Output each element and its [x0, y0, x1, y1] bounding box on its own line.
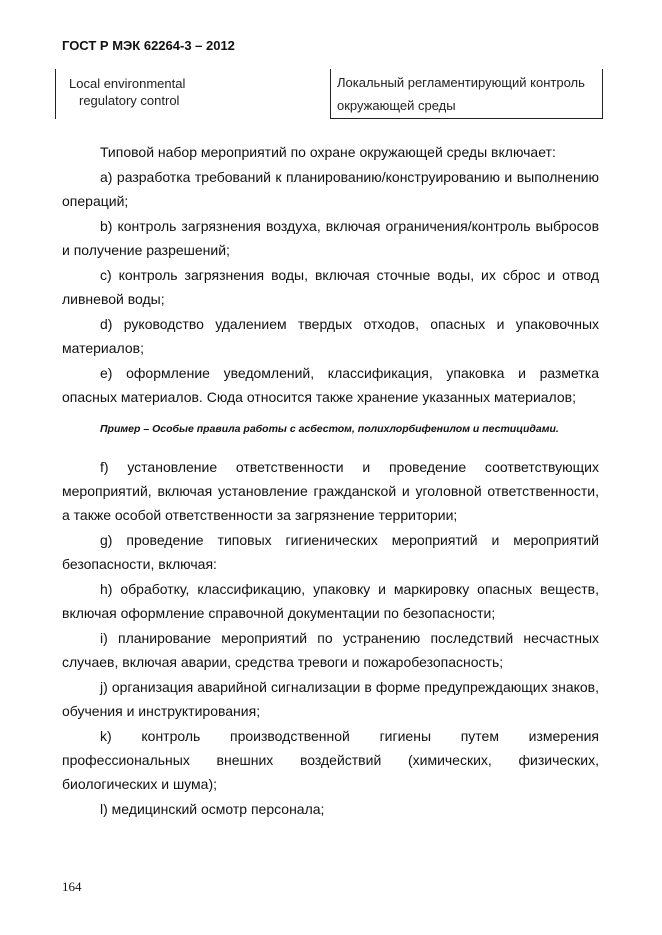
list-item-label: а) [100, 169, 113, 185]
list-item-text: проведение типовых гигиенических мероприятий и мероприятий безопасности, включая: [62, 532, 599, 572]
list-item-label: g) [100, 532, 113, 548]
list-item-label: d) [100, 316, 113, 332]
term-russian [337, 71, 599, 117]
term-english-line: Local environmental [69, 76, 186, 91]
list-item-text: установление ответственности и проведение соответствующих мероприятий, включая установление гражданской и уголовной ответственности, а также особой ответственности за загрязнение территории; [62, 459, 599, 523]
list-item-label: f) [100, 459, 109, 475]
list-item-text: контроль загрязнения воздуха, включая ограничения/контроль выбросов и получение разрешений; [62, 218, 600, 258]
intro-paragraph: Типовой набор мероприятий по охране окружающей среды включает: [100, 144, 556, 160]
list-item-label: j) [100, 679, 108, 695]
example-note: Пример – Особые правила работы с асбестом, полихлорбифенилом и пестицидами. [100, 423, 559, 435]
table-column-divider [330, 69, 331, 119]
list-item-text: контроль производственной гигиены путем измерения профессиональных внешних воздействий (химических, физических, биологических и шума); [62, 728, 600, 792]
list-item-label: e) [100, 365, 113, 381]
page-number: 164 [62, 879, 82, 894]
list-item [62, 724, 599, 796]
list-item-label: b) [100, 218, 113, 234]
list-item [62, 361, 599, 409]
term-russian-line: Локальный регламентирующий контроль [337, 75, 585, 90]
list-item [62, 165, 599, 213]
list-item-label: i) [100, 630, 108, 646]
list-item [62, 528, 599, 576]
term-english-line: regulatory control [79, 93, 180, 108]
list-item [62, 797, 599, 821]
table-right-border [602, 69, 603, 119]
list-item-text: руководство удалением твердых отходов, опасных и упаковочных материалов; [62, 316, 600, 356]
list-item [62, 675, 599, 723]
list-item-label: l) [100, 801, 108, 817]
list-item-text: контроль загрязнения воды, включая сточные воды, их сброс и отвод ливневой воды; [62, 267, 599, 307]
list-item-text: оформление уведомлений, классификация, упаковка и разметка опасных материалов. Сюда относится также хранение указанных материалов; [62, 365, 600, 405]
list-item [62, 263, 599, 311]
table-bottom-border [330, 118, 602, 119]
table-left-border [55, 69, 56, 119]
term-english [69, 75, 319, 109]
list-item-label: c) [100, 267, 112, 283]
list-item [62, 455, 599, 527]
list-item-text: разработка требований к планированию/конструированию и выполнению операций; [62, 169, 599, 209]
list-item-text: обработку, классификацию, упаковку и маркировку опасных веществ, включая оформление справочной документации по безопасности; [62, 581, 599, 621]
list-item [62, 312, 599, 360]
list-item-label: k) [100, 728, 112, 744]
term-russian-line: окружающей среды [337, 98, 456, 113]
list-item-label: h) [100, 581, 113, 597]
list-item [62, 214, 599, 262]
list-item-text: организация аварийной сигнализации в форме предупреждающих знаков, обучения и инструктирования; [62, 679, 599, 719]
list-item-text: медицинский осмотр персонала; [111, 801, 325, 817]
document-header: ГОСТ Р МЭК 62264-3 – 2012 [62, 38, 235, 53]
list-item-text: планирование мероприятий по устранению последствий несчастных случаев, включая аварии, средства тревоги и пожаробезопасность; [62, 630, 600, 670]
list-item [62, 626, 599, 674]
term-table [55, 69, 603, 119]
body-text [62, 140, 599, 822]
list-item [62, 577, 599, 625]
